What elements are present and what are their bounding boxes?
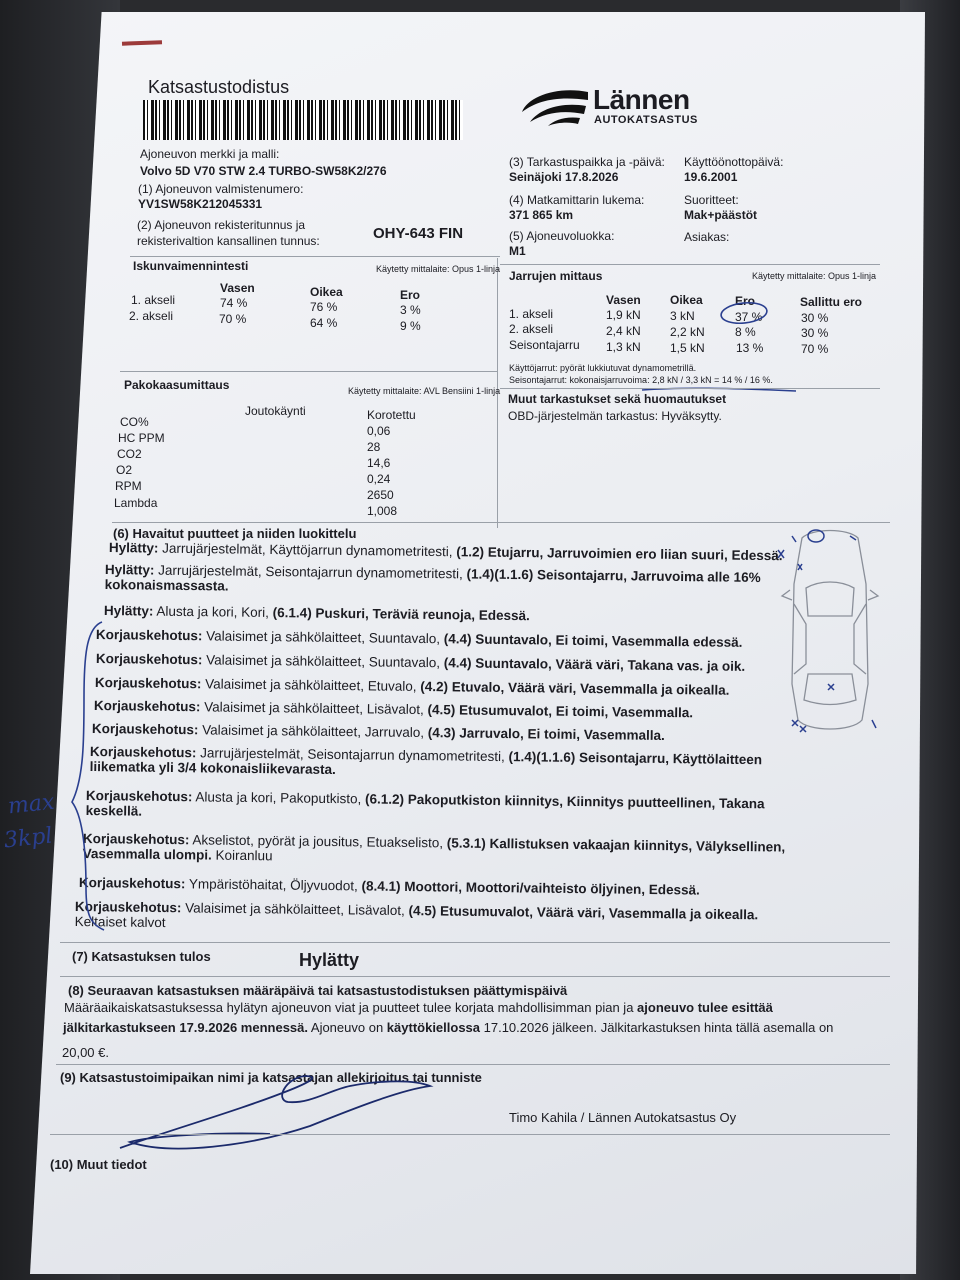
- vin-label: (1) Ajoneuvon valmistenumero:: [138, 182, 304, 196]
- defect-prefix: Korjauskehotus:: [95, 627, 203, 644]
- reg-value: OHY-643 FIN: [373, 225, 464, 242]
- exhaust-label: CO%: [120, 415, 149, 429]
- document-title: Katsastustodistus: [148, 77, 290, 97]
- next-title: (8) Seuraavan katsastuksen määräpäivä tai katsastustodistuksen päättymispäivä: [68, 983, 568, 998]
- exhaust-label: CO2: [117, 447, 142, 461]
- exhaust-value: 28: [367, 440, 381, 454]
- brakes-row-diff: 37 %: [735, 310, 763, 324]
- brakes-row-left: 2,4 kN: [606, 324, 641, 338]
- next-line-1-bold: ajoneuvo tulee esittää: [637, 1000, 773, 1015]
- next-line-2-bold2: käyttökiellossa: [386, 1020, 481, 1035]
- defect-description: (4.4) Suuntavalo, Ei toimi, Vasemmalla edessä.: [443, 631, 743, 650]
- logo-subtext: AUTOKATSASTUS: [594, 114, 698, 126]
- next-line-2-normal2: 17.10.2026 jälkeen. Jälkitarkastuksen hinta tällä asemalla on: [480, 1020, 834, 1035]
- defect-pen-note: Keltaiset kalvot: [74, 913, 166, 931]
- defect-category: Alusta ja kori, Pakoputkisto,: [192, 789, 366, 807]
- divider: [500, 388, 880, 389]
- defect-description: (4.5) Etusumuvalot, Ei toimi, Vasemmalla.: [427, 702, 694, 721]
- class-label: (5) Ajoneuvoluokka:: [509, 229, 615, 243]
- shock-header-right: Oikea: [310, 285, 343, 299]
- defect-prefix: Korjauskehotus:: [82, 831, 190, 848]
- shock-row-diff: 3 %: [400, 303, 421, 317]
- result-value: Hylätty: [299, 950, 360, 970]
- shock-row-label: 1. akseli: [131, 293, 176, 307]
- divider: [50, 1134, 890, 1135]
- defect-description: (1.2) Etujarru, Jarruvoimien ero liian suuri, Edessä.: [456, 544, 783, 564]
- defect-prefix: Korjauskehotus:: [91, 721, 199, 738]
- defect-prefix: Korjauskehotus:: [78, 875, 186, 892]
- divider: [60, 976, 890, 977]
- exhaust-device: Käytetty mittalaite: AVL Bensiini 1-linja: [348, 386, 501, 396]
- car-diagram-icon: [772, 524, 888, 740]
- divider: [112, 522, 890, 523]
- defect-description: (6.1.2) Pakoputkiston kiinnitys, Kiinnitys puutteellinen, Takana: [364, 791, 765, 812]
- shock-row-right: 64 %: [310, 316, 338, 330]
- defect-category: Ympäristöhaitat, Öljyvuodot,: [185, 876, 362, 894]
- odometer-label: (4) Matkamittarin lukema:: [509, 193, 645, 207]
- other-checks-text: OBD-järjestelmän tarkastus: Hyväksytty.: [508, 409, 722, 423]
- lannen-logo-icon: [518, 86, 590, 128]
- exhaust-value: 0,06: [367, 424, 391, 438]
- brakes-row-right: 1,5 kN: [670, 341, 705, 355]
- brakes-row-allowed: 70 %: [801, 342, 829, 356]
- pen-circle-mark: [718, 300, 770, 326]
- divider: [120, 371, 498, 372]
- defect-description: (4.2) Etuvalo, Väärä väri, Vasemmalla ja oikealla.: [420, 678, 730, 698]
- brakes-header-left: Vasen: [606, 293, 641, 307]
- defect-category: Valaisimet ja sähkölaitteet, Suuntavalo,: [202, 628, 444, 647]
- shock-header-diff: Ero: [400, 288, 421, 302]
- brakes-row-left: 1,3 kN: [606, 340, 641, 354]
- defect-description-cont: kokonaismassasta.: [104, 576, 229, 594]
- exhaust-col2: Korotettu: [367, 408, 416, 422]
- brakes-row-allowed: 30 %: [801, 311, 829, 325]
- defect-description: (6.1.4) Puskuri, Teräviä reunoja, Edessä.: [272, 605, 530, 624]
- exhaust-value: 0,24: [367, 472, 391, 486]
- other-info-label: (10) Muut tiedot: [50, 1157, 147, 1172]
- barcode: [143, 100, 463, 140]
- logo-text: Lännen: [593, 84, 690, 115]
- divider: [60, 942, 890, 943]
- defect-prefix: Korjauskehotus:: [74, 899, 182, 916]
- defect-prefix: Korjauskehotus:: [93, 698, 201, 715]
- brakes-row-left: 1,9 kN: [606, 308, 641, 322]
- defect-category: Valaisimet ja sähkölaitteet, Etuvalo,: [201, 676, 421, 694]
- defect-category: Akselistot, pyörät ja jousitus, Etuakselisto,: [189, 832, 447, 851]
- divider: [130, 256, 500, 257]
- performed-label: Suoritteet:: [684, 193, 739, 207]
- place-value: Seinäjoki 17.8.2026: [509, 170, 619, 184]
- shock-row-left: 74 %: [220, 296, 248, 310]
- defect-description: (8.4.1) Moottori, Moottori/vaihteisto öljyinen, Edessä.: [361, 878, 700, 898]
- first-use-value: 19.6.2001: [684, 170, 738, 184]
- defect-category: Jarrujärjestelmät, Seisontajarrun dynamometritesti,: [154, 562, 467, 582]
- defects-title: (6) Havaitut puutteet ja niiden luokittelu: [113, 526, 357, 541]
- next-line-2: [63, 1020, 833, 1035]
- signature-name: Timo Kahila / Lännen Autokatsastus Oy: [509, 1110, 737, 1125]
- shock-device: Käytetty mittalaite: Opus 1-linja: [376, 264, 501, 274]
- exhaust-label: O2: [116, 463, 133, 477]
- defect-category: Jarrujärjestelmät, Seisontajarrun dynamometritesti,: [196, 745, 509, 765]
- exhaust-label: RPM: [115, 479, 142, 493]
- brakes-note-2: Seisontajarrut: kokonaisjarruvoima: 2,8 kN / 3,3 kN = 14 % / 16 %.: [509, 375, 773, 385]
- brakes-row-diff: 8 %: [735, 325, 756, 339]
- divider: [500, 264, 880, 265]
- reg-label-2: rekisterivaltion kansallinen tunnus:: [137, 234, 320, 248]
- handwritten-signature: [110, 1060, 440, 1160]
- defect-prefix: Hylätty:: [103, 603, 154, 619]
- shock-row-left: 70 %: [219, 312, 247, 326]
- next-line-2-bold: jälkitarkastukseen 17.9.2026 mennessä.: [63, 1020, 308, 1035]
- defect-description: (1.4)(1.1.6) Seisontajarru, Käyttölaitteen: [508, 749, 763, 768]
- defect-description: (5.3.1) Kallistuksen vakaajan kiinnitys, Välyksellinen,: [446, 835, 786, 855]
- brakes-row-right: 2,2 kN: [670, 325, 705, 339]
- exhaust-col1: Joutokäynti: [245, 404, 306, 418]
- brakes-note-1: Käyttöjarrut: pyörät lukkiutuvat dynamometrillä.: [509, 363, 697, 373]
- brakes-row-label: 2. akseli: [509, 322, 554, 336]
- brakes-row-label: 1. akseli: [509, 307, 554, 321]
- defect-prefix: Korjauskehotus:: [89, 744, 197, 761]
- shock-title: Iskunvaimennintesti: [133, 259, 249, 273]
- defect-description: (1.4)(1.1.6) Seisontajarru, Jarruvoima alle 16%: [466, 566, 761, 586]
- defect-pen-note: Koiranluu: [211, 847, 273, 864]
- defect-prefix: Korjauskehotus:: [94, 675, 202, 692]
- brakes-row-label: Seisontajarru: [509, 338, 580, 352]
- class-value: M1: [509, 244, 526, 258]
- defect-category: Alusta ja kori, Kori,: [153, 603, 273, 621]
- defect-description: (4.4) Suuntavalo, Väärä väri, Takana vas. ja oik.: [443, 655, 746, 674]
- shock-header-left: Vasen: [220, 281, 255, 295]
- exhaust-label: Lambda: [114, 496, 158, 510]
- defect-prefix: Hylätty:: [104, 562, 155, 578]
- shock-row-label: 2. akseli: [129, 309, 174, 323]
- defect-prefix: Korjauskehotus:: [95, 651, 203, 668]
- defect-description: (4.5) Etusumuvalot, Väärä väri, Vasemmalla ja oikealla.: [408, 903, 759, 923]
- brakes-header-allowed: Sallittu ero: [800, 295, 863, 309]
- odometer-value: 371 865 km: [509, 208, 574, 222]
- defect-prefix: Hylätty:: [108, 540, 159, 556]
- defect-category: Valaisimet ja sähkölaitteet, Lisävalot,: [181, 900, 409, 919]
- defect-description-cont: keskellä.: [85, 802, 143, 819]
- place-label: (3) Tarkastuspaikka ja -päivä:: [509, 155, 665, 169]
- brakes-title: Jarrujen mittaus: [509, 269, 603, 283]
- next-line-2-normal: Ajoneuvo on: [308, 1020, 387, 1035]
- defect-description: (4.3) Jarruvalo, Ei toimi, Vasemmalla.: [427, 725, 665, 743]
- defect-category: Valaisimet ja sähkölaitteet, Jarruvalo,: [198, 722, 428, 741]
- brakes-row-allowed: 30 %: [801, 326, 829, 340]
- brakes-header-diff: Ero: [735, 294, 756, 308]
- brakes-device: Käytetty mittalaite: Opus 1-linja: [752, 271, 877, 281]
- exhaust-label: HC PPM: [118, 431, 165, 445]
- handwritten-note-1: max: [6, 789, 56, 820]
- defect-category: Jarrujärjestelmät, Käyttöjarrun dynamometritesti,: [158, 540, 457, 560]
- brakes-row-right: 3 kN: [670, 309, 695, 323]
- defect-description-cont: Vasemmalla ulompi.: [82, 845, 212, 863]
- next-line-3: 20,00 €.: [62, 1045, 109, 1060]
- defect-prefix: Korjauskehotus:: [85, 788, 193, 805]
- defect-category: Valaisimet ja sähkölaitteet, Lisävalot,: [200, 699, 428, 718]
- make-label: Ajoneuvon merkki ja malli:: [140, 147, 280, 161]
- exhaust-title: Pakokaasumittaus: [124, 378, 230, 392]
- other-checks-title: Muut tarkastukset sekä huomautukset: [508, 392, 727, 406]
- reg-label-1: (2) Ajoneuvon rekisteritunnus ja: [137, 218, 306, 232]
- brakes-row-diff: 13 %: [736, 341, 764, 355]
- pen-bracket-mark: [50, 618, 110, 934]
- next-line-1-normal: Määräaikaiskatsastuksessa hylätyn ajoneuvon viat ja puutteet tulee korjata mahdollisimman pian ja: [64, 1000, 638, 1015]
- shock-row-diff: 9 %: [400, 319, 421, 333]
- make-value: Volvo 5D V70 STW 2.4 TURBO-SW58K2/276: [140, 164, 387, 178]
- first-use-label: Käyttöönottopäivä:: [684, 155, 784, 169]
- handwritten-note-2: 3kpl: [2, 823, 54, 854]
- result-label: (7) Katsastuksen tulos: [72, 949, 211, 964]
- performed-value: Mak+päästöt: [684, 208, 758, 222]
- defect-category: Valaisimet ja sähkölaitteet, Suuntavalo,: [202, 652, 444, 671]
- brakes-header-right: Oikea: [670, 293, 703, 307]
- signature-label: (9) Katsastustoimipaikan nimi ja katsastajan allekirjoitus tai tunniste: [60, 1070, 482, 1085]
- exhaust-value: 14,6: [367, 456, 391, 470]
- vin-value: YV1SW58K212045331: [138, 197, 263, 211]
- exhaust-value: 1,008: [367, 504, 398, 518]
- defect-description-cont: liikematka yli 3/4 kokonaisliikevarasta.: [89, 758, 336, 778]
- next-line-1: [64, 1000, 773, 1015]
- customer-label: Asiakas:: [684, 230, 730, 244]
- exhaust-value: 2650: [367, 488, 394, 502]
- shock-row-right: 76 %: [310, 300, 338, 314]
